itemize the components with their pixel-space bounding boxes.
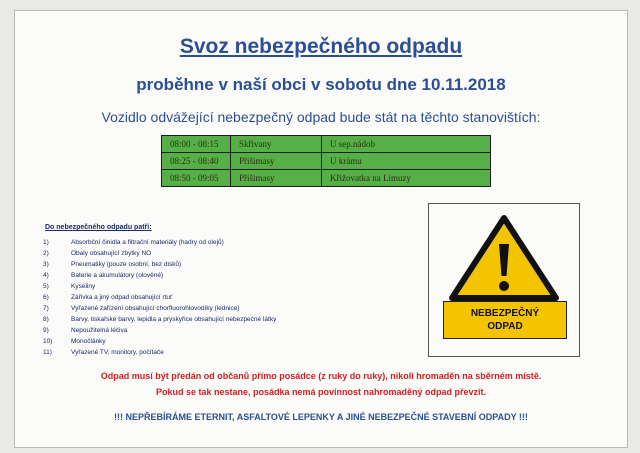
item-number: 6) <box>43 294 49 301</box>
item-number: 2) <box>43 250 49 257</box>
item-number: 4) <box>43 272 49 279</box>
list-item <box>43 248 276 259</box>
time-cell: 08:25 - 08:40 <box>162 153 231 170</box>
village-cell: Přišimasy <box>231 170 322 187</box>
item-text: Absorbční činidla a filtrační materiály (hadry od olejů) <box>71 239 224 246</box>
list-item <box>43 281 276 292</box>
location-cell: Křižovatka na Limuzy <box>322 170 491 187</box>
location-cell: U sep.nádob <box>322 136 491 153</box>
page-title: Svoz nebezpečného odpadu <box>179 35 463 58</box>
list-item <box>43 292 276 303</box>
list-item <box>43 237 276 248</box>
hazard-label-line1: NEBEZPEČNÝ <box>470 308 540 319</box>
list-item <box>43 303 276 314</box>
list-item <box>43 336 276 347</box>
table-row <box>162 153 491 170</box>
footer-warning: !!! NEPŘEBÍRÁME ETERNIT, ASFALTOVÉ LEPENKY A JINÉ NEBEZPEČNÉ STAVEBNÍ ODPADY !!! <box>114 412 528 422</box>
location-cell: U krámu <box>322 153 491 170</box>
item-text: Monočlánky <box>71 338 106 345</box>
time-cell: 08:50 - 09:05 <box>162 170 231 187</box>
item-text: Pneumatiky (pouze osobní, bez disků) <box>71 261 182 268</box>
item-number: 10) <box>43 338 53 345</box>
list-item <box>43 270 276 281</box>
item-text: Kyseliny <box>71 283 96 290</box>
item-text: Vyřazené zařízení obsahující chorfluorohlovodíky (lednice) <box>71 305 240 312</box>
village-cell: Skřivany <box>231 136 322 153</box>
table-row <box>162 136 491 153</box>
notice-refusal: Pokud se tak nestane, posádka nemá povinnost nahromaděný odpad převzít. <box>155 387 487 397</box>
hazard-sign <box>428 203 580 357</box>
item-number: 5) <box>43 283 49 290</box>
hazard-label <box>443 301 567 339</box>
item-text: Vyřazené TV, monitory, počítače <box>71 349 164 356</box>
schedule-table <box>161 135 491 187</box>
date-subtitle: proběhne v naší obci v sobotu dne 10.11.2018 <box>136 75 506 94</box>
item-number: 7) <box>43 305 49 312</box>
item-number: 11) <box>43 349 52 356</box>
hazard-label-line2: ODPAD <box>487 321 523 332</box>
item-text: Baterie a akumulátory (olověné) <box>71 272 164 279</box>
item-number: 8) <box>43 316 49 323</box>
vehicle-info-text: Vozidlo odvážející nebezpečný odpad bude stát na těchto stanovištích: <box>101 109 541 125</box>
list-item <box>43 259 276 270</box>
notice-sheet <box>14 10 628 448</box>
item-number: 1) <box>43 239 49 246</box>
list-heading: Do nebezpečného odpadu patří: <box>45 224 152 231</box>
item-text: Barvy, tiskařské barvy, lepidla a pryskyřice obsahující nebezpečné látky <box>71 316 277 323</box>
item-number: 9) <box>43 327 49 334</box>
waste-item-list <box>43 237 276 358</box>
list-item <box>43 347 276 358</box>
list-item <box>43 314 276 325</box>
notice-handover: Odpad musí být předán od občanů přímo posádce (z ruky do ruky), nikoli hromaděn na sběrném místě. <box>100 371 542 381</box>
table-row <box>162 170 491 187</box>
list-item <box>43 325 276 336</box>
item-text: Zářivka a jiný odpad obsahující rtuť <box>71 294 173 301</box>
item-text: Obaly obsahující zbytky NO <box>71 250 152 257</box>
item-text: Nepoužitelná léčiva <box>71 327 128 334</box>
village-cell: Přišimasy <box>231 153 322 170</box>
item-number: 3) <box>43 261 49 268</box>
time-cell: 08:00 - 08:15 <box>162 136 231 153</box>
